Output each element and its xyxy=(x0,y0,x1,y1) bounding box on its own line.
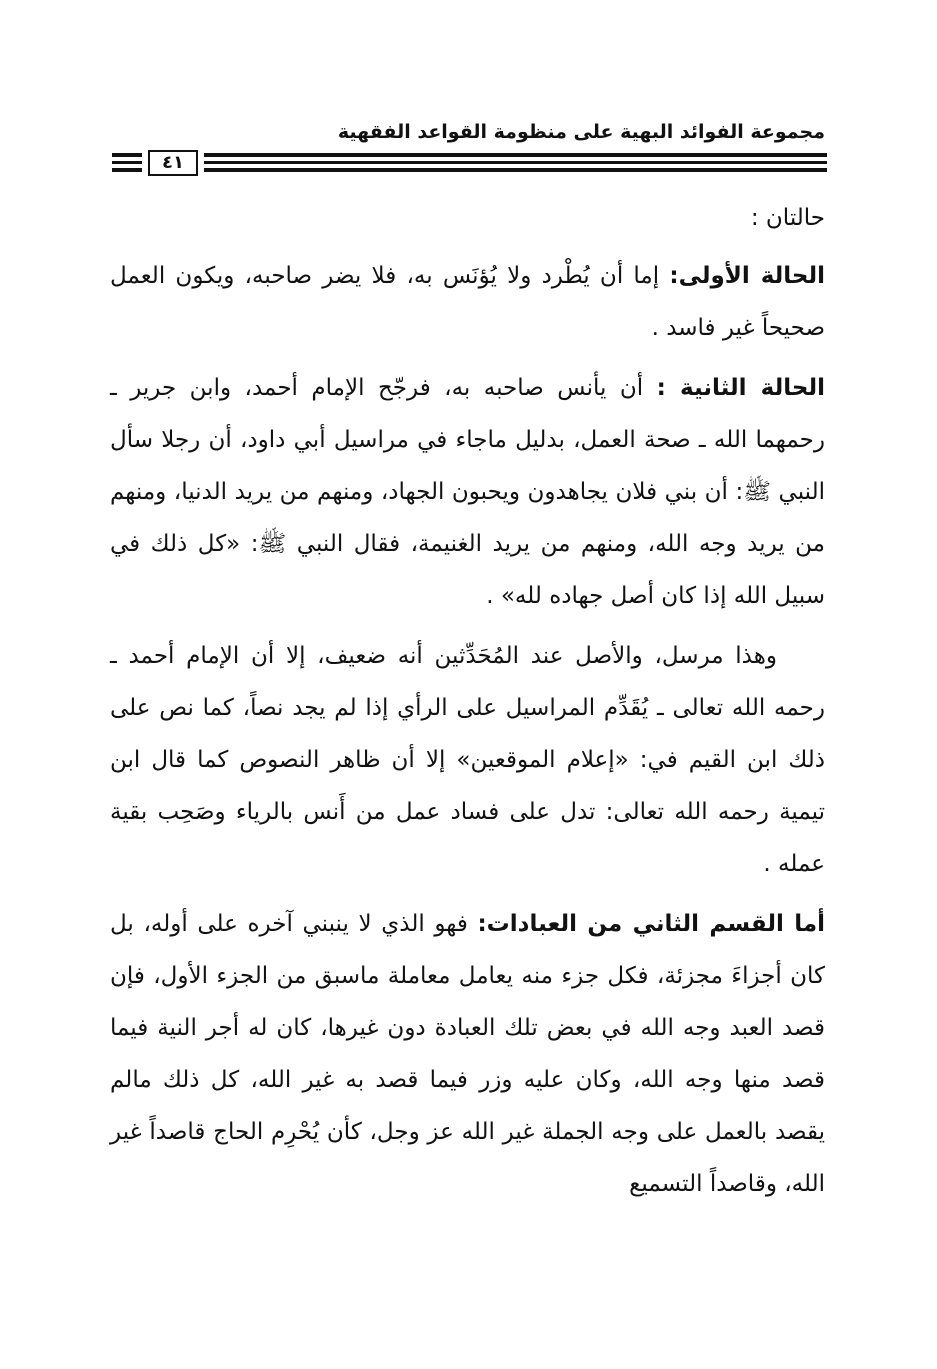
header-rule-long xyxy=(204,153,827,172)
header-rule xyxy=(112,150,827,176)
case-2-text: أن يأنس صاحبه به، فرجّح الإمام أحمد، وابن جرير ـ رحمهما الله ـ صحة العمل، بدليل ماجاء في مراسيل أبي داود، أن رجلا سأل النبي ﷺ: أن بني فلان يجاهدون ويحبون الجهاد، ومنهم من يريد الدنيا، ومنهم من يريد وجه الله، ومنهم من يريد الغنيمة، فقال النبي ﷺ: «كل ذلك في سبيل الله إذا كان أصل جهاده لله» . xyxy=(110,375,825,609)
body-text xyxy=(110,192,825,1218)
intro-line: حالتان : xyxy=(750,205,825,231)
paragraph-case-2 xyxy=(110,362,825,622)
running-title: مجموعة الفوائد البهية على منظومة القواعد الفقهية xyxy=(337,121,825,143)
case-1-term: الحالة الأولى: xyxy=(669,263,826,289)
case-2-term: الحالة الثانية : xyxy=(656,375,825,401)
second-section-text: فهو الذي لا ينبني آخره على أوله، بل كان أجزاءَ مجزئة، فكل جزء منه يعامل معاملة ماسبق من الجزء الأول، فإن قصد العبد وجه الله في بعض تلك العبادة دون غيرها، كان له أجر النية فيما قصد منها وجه الله، وكان عليه وزر فيما قصد به غير الله، كل ذلك مالم يقصد بالعمل على وجه الجملة غير الله عز وجل، كأن يُحْرِم الحاج قاصداً غير الله، وقاصداً التسميع xyxy=(110,911,825,1197)
case-1-text: إما أن يُطْرد ولا يُؤنَس به، فلا يضر صاحبه، ويكون العمل صحيحاً غير فاسد . xyxy=(110,263,825,341)
paragraph-case-1 xyxy=(110,250,825,354)
header-rule-short xyxy=(112,153,142,172)
paragraph-mursal: وهذا مرسل، والأصل عند المُحَدِّثين أنه ضعيف، إلا أن الإمام أحمد ـ رحمه الله تعالى ـ يُقَدِّم المراسيل على الرأي إذا لم يجد نصاً، كما نص على ذلك ابن القيم في: «إعلام الموقعين» إلا أن ظاهر النصوص كما قال ابن تيمية رحمه الله تعالى: تدل على فساد عمل من أَنس بالرياء وصَحِب بقية عمله . xyxy=(110,643,825,877)
second-section-term: أما القسم الثاني من العبادات: xyxy=(477,911,825,937)
paragraph-second-section xyxy=(110,898,825,1210)
page-number: ٤١ xyxy=(148,150,198,176)
